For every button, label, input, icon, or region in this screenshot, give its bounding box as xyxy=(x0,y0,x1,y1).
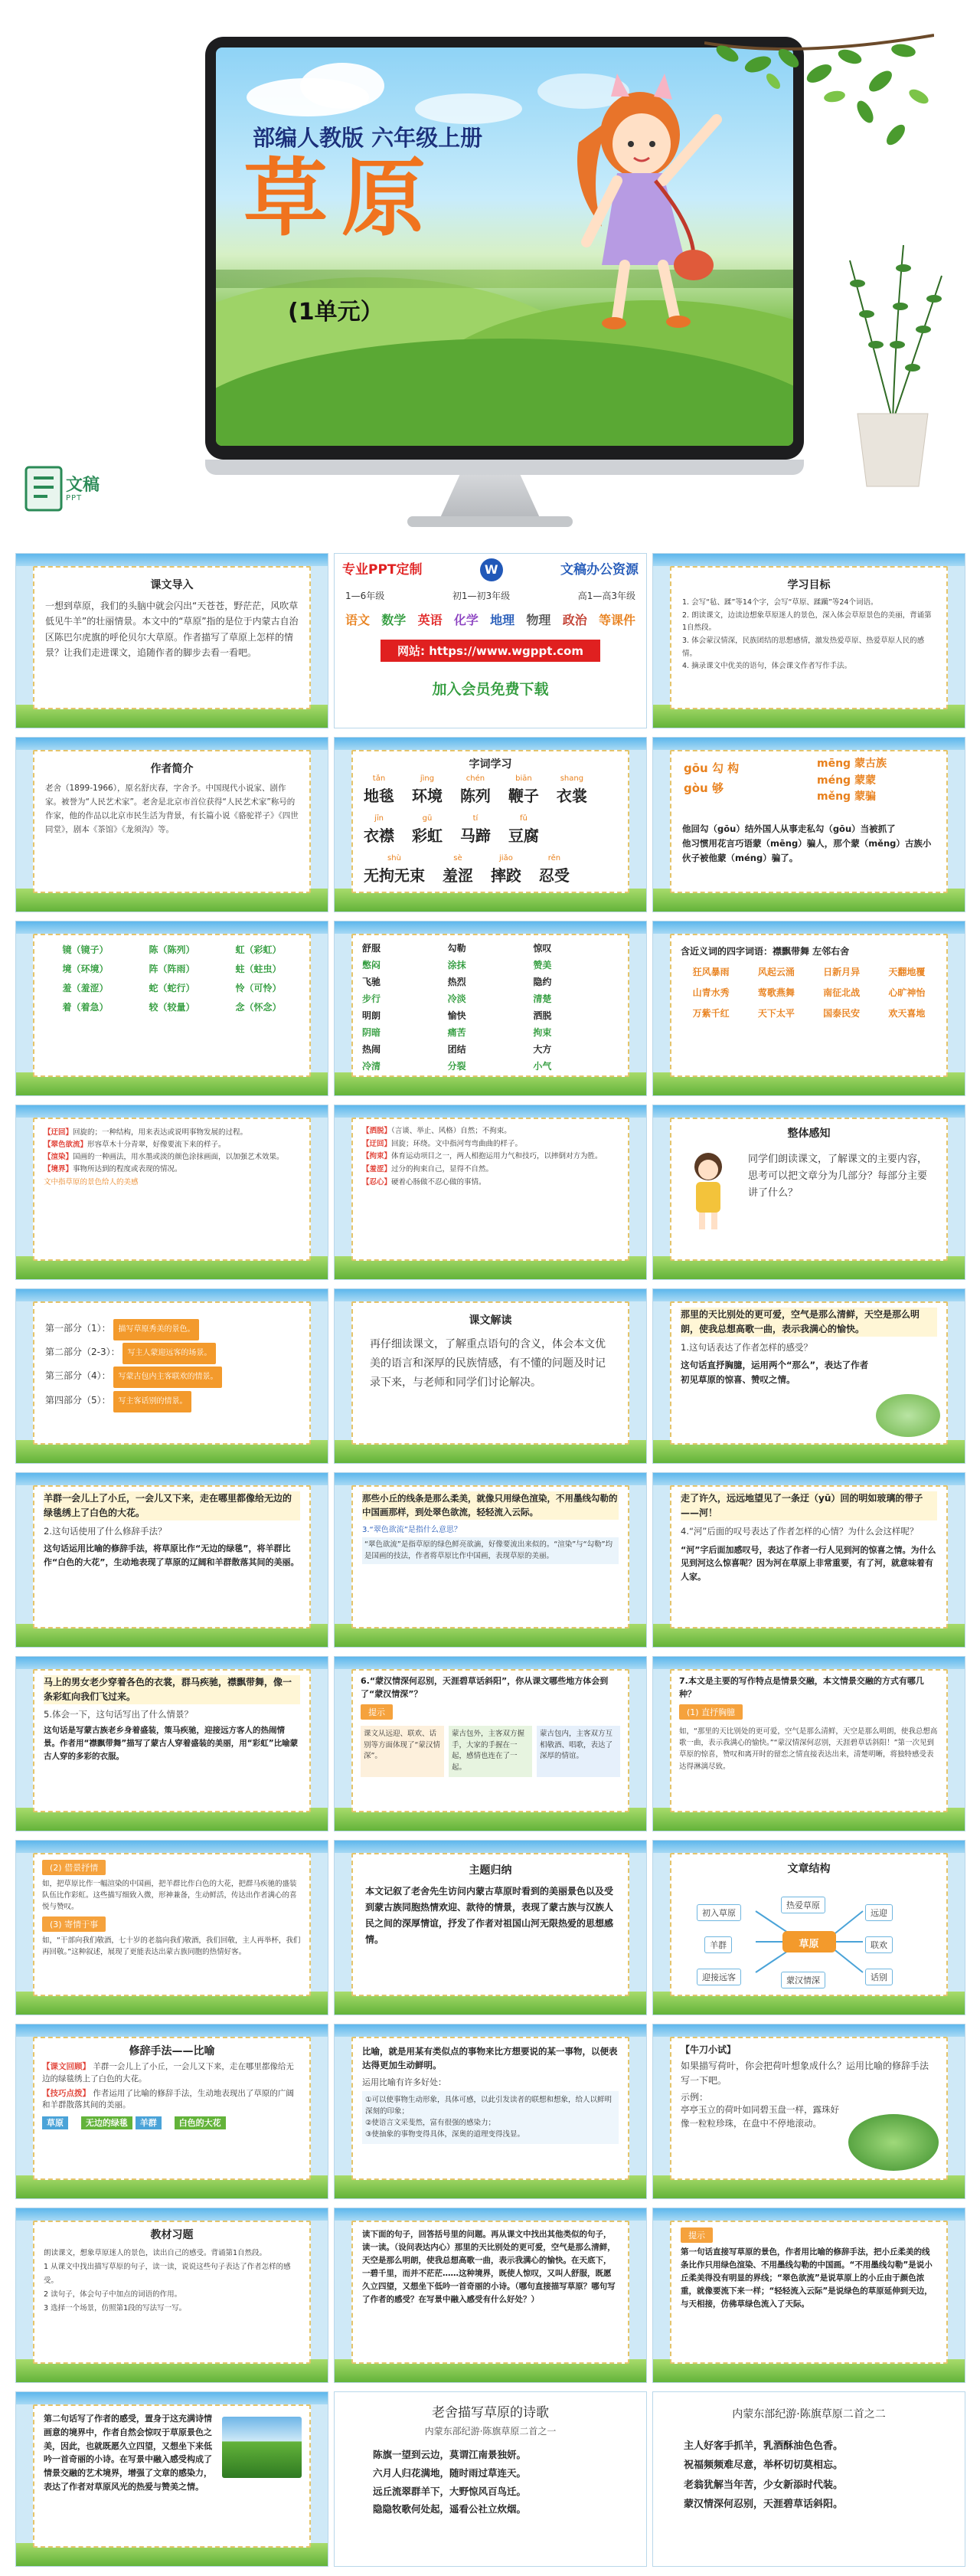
method-badge: (3) 寄情于事 xyxy=(42,1916,106,1932)
method-text: 如，把草原比作一幅渲染的中国画，把羊群比作白色的大花，把群马疾驰的盛装队伍比作彩虹。这些描写细致入微，形神兼备，生动鲜活，传达出作者满心的喜悦与赞叹。 xyxy=(42,1880,297,1912)
mindmap-node: 羊群 xyxy=(704,1936,732,1953)
cartoon-girl-illustration xyxy=(541,74,747,334)
antonym: 冷淡 xyxy=(447,993,466,1004)
example-text: 亭亭玉立的荷叶如同碧玉盘一样，露珠好像一粒粒珍珠，在盘中不停地滚动。 xyxy=(681,2104,839,2129)
vocab-word: 环境 xyxy=(411,787,443,805)
slide-title: 【牛刀小试】 xyxy=(681,2044,737,2055)
benefit-item: ②使语言文采斐然，富有很强的感染力； xyxy=(365,2119,496,2128)
word: 明朗 xyxy=(362,1010,381,1021)
tip-column: 蒙古包外，主客双方握手，大家的手握在一起，感情也连在了一起。 xyxy=(449,1726,532,1777)
definition: 回旋；环绕。文中指河弯弯曲曲的样子。 xyxy=(391,1139,523,1148)
antonym: 小气 xyxy=(533,1061,552,1072)
poly-item: gòu 够 xyxy=(684,781,724,795)
hero-banner xyxy=(0,0,980,540)
vocab-word: 马蹄 xyxy=(459,826,491,845)
ad-grade: 高1—高3年级 xyxy=(577,591,635,601)
poem-line: 隐隐牧歌何处起，遥看公社立炊烟。 xyxy=(373,2503,527,2515)
question: 1.这句话表达了作者怎样的感受？ xyxy=(681,1342,812,1353)
word: 大方 xyxy=(533,1044,552,1055)
antonym: 赞美 xyxy=(533,960,552,971)
definition: 形容草木十分青翠，好像要流下来的样子。 xyxy=(87,1141,226,1150)
answer: 如，“那里的天比别处的更可爱，空气是那么清鲜，天空是那么明朗，使我总想高歌一曲，表示我满心的愉快。”“蒙汉情深何忍别，天涯碧草话斜阳！”第一次见到草原的惊喜，赞叹和离开时的留恋之情直接表达出来，清楚明晰，将独特感受表达得淋漓尽致。 xyxy=(679,1727,938,1771)
vocab-row: tǎn 地毯 jìng 环境 chén 陈列 biān 鞭子 shang 衣裳 xyxy=(364,774,587,805)
exercise-item: 1 从课文中找出描写草原的句子，读一读，说说这些句子表达了作者怎样的感受。 xyxy=(44,2263,291,2286)
vocab-row: shù 无拘无束 sè 羞涩 jiǎo 摔跤 rěn 忍受 xyxy=(364,854,570,885)
slide-title: 主题归纳 xyxy=(469,1864,512,1877)
ad-site-link[interactable]: https://www.wgppt.com xyxy=(429,644,583,658)
idiom: 天翻地覆 xyxy=(888,967,926,977)
word: 飞驰 xyxy=(362,977,381,987)
vocab-word: 衣襟 xyxy=(364,826,394,845)
idiom: 日新月异 xyxy=(823,967,861,977)
slide-title: 教材习题 xyxy=(150,2229,194,2241)
slide-body: 第二句话写了作者的感受，置身于这充满诗情画意的境界中，作者自然会惊叹于草原景色之美，因此，也就既愿久立四望，又想坐下来低吟一首奇丽的小诗。在写景中融入感受构成了情景交融的艺术境界，增强了文章的感染力，表达了作者对草原风光的热爱与赞美之情。 xyxy=(44,2414,212,2493)
poem-line: 老翁犹解当年苦，少女新添时代装。 xyxy=(684,2479,844,2491)
slide-title: 字词学习 xyxy=(469,758,512,771)
word: 热闹 xyxy=(362,1044,381,1055)
ad-subject: 物理 xyxy=(526,613,551,627)
vocab-word: 衣裳 xyxy=(556,787,587,805)
slide-introduction xyxy=(15,553,328,728)
poem-line: 祝福频频难尽意，举杯切切莫相忘。 xyxy=(684,2460,844,2472)
mindmap-node: 蒙汉情深 xyxy=(781,1972,825,1988)
question: 3.“翠色欲流”是指什么意思？ xyxy=(362,1525,462,1534)
poly-example: 他习惯用花言巧语蒙（mēng）骗人，那个蒙（měng）古族小伙子被他蒙（méng）骗了。 xyxy=(682,837,932,863)
ad-subject: 英语 xyxy=(417,613,443,627)
tip-badge: 提示 xyxy=(681,2227,713,2243)
slide-title: 作者简介 xyxy=(150,763,194,775)
slide-author xyxy=(15,737,328,912)
definition: 比喻，就是用某有类似点的事物来比方想要说的某一事物，以便表达得更加生动鲜明。 xyxy=(362,2046,618,2071)
ad-site-label: 网站: xyxy=(397,644,426,658)
poem-line: 六月人归花满地，随时雨过草连天。 xyxy=(373,2466,527,2479)
question: 5.体会一下，这句话写出了什么情景？ xyxy=(44,1709,193,1720)
idiom: 万紫千红 xyxy=(692,1008,730,1019)
quote: 那些小丘的线条是那么柔美，就像只用绿色渲染，不用墨线勾勒的中国画那样，到处翠色欲流，轻轻流入云际。 xyxy=(362,1491,619,1520)
char-pair: 着（着急） xyxy=(62,1002,109,1013)
idiom: 风起云涌 xyxy=(757,967,795,977)
slide-structure-parts: 第一部分（1）： 描写草原秀美的景色。 第二部分（2-3）： 写主人蒙迎远客的场景。 第三部分（4）： 写蒙古包内主客联欢的情景。 第四部分（5）： 写主客话别的情景。 xyxy=(15,1288,328,1464)
quote: 羊群一会儿上了小丘，一会儿又下来，走在哪里都像给无边的绿毯绣上了白色的大花。 xyxy=(44,1491,300,1520)
slide-interpretation xyxy=(334,1288,647,1464)
vocab-word: 忍受 xyxy=(538,866,570,885)
slide-ad xyxy=(334,553,647,728)
slide-question-6 xyxy=(334,1656,647,1831)
slide-reading-question xyxy=(334,2208,647,2383)
vocab-word: 陈列 xyxy=(459,787,491,805)
slide-question-2 xyxy=(15,1472,328,1648)
slide-reading-tip xyxy=(652,2208,965,2383)
grassland-photo xyxy=(222,2417,302,2478)
question: 4.“河”后面的叹号表达了作者怎样的心情？为什么会这样呢？ xyxy=(681,1526,919,1537)
char-pair: 蛇（蛇行） xyxy=(149,983,195,993)
mindmap-node: 热爱草原 xyxy=(781,1897,825,1913)
potted-plant-decoration xyxy=(827,230,957,490)
answer: “河”字后面加感叹号，表达了作者一行人见到河的惊喜之情。为什么见到河这么惊喜呢？因为河在草原上非常重要，有了河，就意味着有人家。 xyxy=(681,1544,936,1582)
idiom: 狂风暴雨 xyxy=(692,967,730,977)
slide-practice xyxy=(652,2024,965,2199)
slide-poem-1 xyxy=(334,2391,647,2567)
lotus-leaf-image xyxy=(848,2114,939,2171)
question: 如果描写荷叶，你会把荷叶想象成什么？运用比喻的修辞手法写一下吧。 xyxy=(681,2060,929,2086)
slide-article-structure xyxy=(652,1840,965,2015)
answer: “翠色欲流”是指草原的绿色鲜亮欲滴，好像要流出来似的。“渲染”与“勾勒”均是国画的技法，作者将草原比作中国画，表现草原的美丽。 xyxy=(362,1537,619,1564)
idiom: 莺歌燕舞 xyxy=(757,987,795,998)
definition: 硬着心肠做不忍心做的事情。 xyxy=(391,1177,486,1187)
slide-question-3 xyxy=(334,1472,647,1648)
char-pair: 镜（镜子） xyxy=(62,944,109,955)
exercise-item: 2 读句子，体会句子中加点的词语的作用。 xyxy=(44,2290,182,2299)
char-pair: 虹（彩虹） xyxy=(235,944,282,955)
method-badge: (2) 借景抒情 xyxy=(42,1860,106,1875)
slide-body: 同学们朗读课文，了解课文的主要内容，思考可以把文章分为几部分？每部分主要讲了什么？ xyxy=(748,1154,928,1200)
slide-feelings xyxy=(15,2391,328,2567)
chain-item: 羊群 xyxy=(136,2116,162,2129)
slide-metaphor: 修辞手法——比喻 【课文回顾】 羊群一会儿上了小丘，一会儿又下来，走在哪里都像给无边的绿毯绣上了白色的大花。 【技巧点拨】 作者运用了比喻的修辞手法，生动地表现出了草原的广阔和羊群散落其间的美丽。 草原 → 无边的绿毯 羊群 → 白色的大花 xyxy=(15,2024,328,2199)
vocab-word: 彩虹 xyxy=(411,826,443,845)
ad-brand2: 文稿办公资源 xyxy=(560,562,639,578)
slide-title: 课文导入 xyxy=(150,579,194,591)
ad-subject: 地理 xyxy=(490,613,515,627)
slide-poem-2 xyxy=(652,2391,965,2567)
slide-title: 课文解读 xyxy=(469,1314,512,1327)
goal-item: 2. 朗读课文，边读边想象草原迷人的景色，深入体会草原景色的美丽，背诵第1自然段。 xyxy=(682,610,932,633)
mindmap-node: 迎接远客 xyxy=(697,1969,741,1985)
mindmap-node: 话别 xyxy=(865,1969,893,1985)
slide-title: 整体感知 xyxy=(787,1128,831,1140)
char-pair: 境（环境） xyxy=(62,964,109,974)
char-pair: 怜（可怜） xyxy=(235,983,282,993)
slide-body: 再仔细读课文，了解重点语句的含义，体会本文优美的语言和深厚的民族情感，有不懂的问题及时记录下来，与老师和同学们讨论解决。 xyxy=(370,1338,606,1389)
antonym: 分裂 xyxy=(447,1061,466,1072)
antonym: 拘束 xyxy=(533,1027,552,1038)
slide-question-1 xyxy=(652,1288,965,1464)
part-summary: 描写草原秀美的景色。 xyxy=(113,1319,199,1340)
poem-line: 远丘流翠群羊下，大野惊风百鸟迁。 xyxy=(373,2485,527,2497)
vocab-word: 摔跤 xyxy=(490,866,521,885)
vocab-row: jīn 衣襟 gū 彩虹 tí 马蹄 fǔ 豆腐 xyxy=(364,814,539,845)
definition: 体育运动项目之一，两人相抱运用力气和技巧，以摔倒对方为胜。 xyxy=(391,1152,603,1161)
idiom: 南征北战 xyxy=(823,987,861,998)
word: 惊叹 xyxy=(533,943,552,954)
exercise-item: 朗读课文，想象草原迷人的景色，读出自己的感受。背诵第1自然段。 xyxy=(44,2249,267,2257)
vocab-word: 豆腐 xyxy=(508,826,539,845)
answer: 这句话直抒胸臆，运用两个“那么”，表达了作者初见草原的惊喜、赞叹之情。 xyxy=(681,1360,869,1385)
example-label: 示例： xyxy=(681,2092,709,2103)
slide-word-meaning-1: 【迂回】回旋的；一种结构，用来表达或说明事物发展的过程。 【翠色欲流】形容草木十分青翠，好像要流下来的样子。 【渲染】国画的一种画法，用水墨或淡的颜色涂抹画面，以加强艺术效果。 【境界】事物所达到的程度或表现的情况。 文中指草原的景色给人的美感 xyxy=(15,1105,328,1280)
definition-note: 文中指草原的景色给人的美感 xyxy=(44,1177,139,1187)
poly-example: 他回勾（gōu）结外国人从事走私勾（gōu）当被抓了 xyxy=(682,823,896,834)
word: 愉快 xyxy=(447,1010,466,1021)
slide-similar-chars xyxy=(15,921,328,1096)
idiom: 山青水秀 xyxy=(692,987,730,998)
slide-word-meaning-2: 【洒脱】（言谈、举止、风格）自然；不拘束。 【迂回】回旋；环绕。文中指河弯弯曲曲的样子。 【拘束】体育运动项目之一，两人相抱运用力气和技巧，以摔倒对方为胜。 【羞涩】过分的拘束自己，显得不自然。 【忍心】硬着心肠做不忍心做的事情。 xyxy=(334,1105,647,1280)
tip-column: 课文从远迎、联欢、话别等方面体现了“蒙汉情深”。 xyxy=(361,1726,444,1777)
definition: （言谈、举止、风格）自然；不拘束。 xyxy=(391,1127,511,1135)
tip-badge: 提示 xyxy=(361,1704,393,1720)
mindmap-node: 远迎 xyxy=(865,1904,893,1921)
slide-vocab xyxy=(334,737,647,912)
slide-goals xyxy=(652,553,965,728)
part-summary: 写蒙古包内主客联欢的情景。 xyxy=(113,1367,222,1388)
antonym: 痛苦 xyxy=(447,1027,466,1038)
hero-subtitle: 部编人教版 六年级上册 xyxy=(253,125,483,151)
char-pair: 羞（羞涩） xyxy=(62,983,109,993)
benefit-item: ①可以使事物生动形象，具体可感，以此引发读者的联想和想象，给人以鲜明深刻的印象； xyxy=(365,2095,612,2116)
antonym: 冷清 xyxy=(362,1061,381,1072)
poly-item: méng 蒙蒙 xyxy=(817,774,876,787)
definition: 国画的一种画法，用水墨或淡的颜色涂抹画面，以加强艺术效果。 xyxy=(73,1153,284,1162)
poem-line: 陈旗一望到云边，莫谓江南景独妍。 xyxy=(373,2449,527,2460)
slide-body: 本文记叙了老舍先生访问内蒙古草原时看到的美丽景色以及受到蒙古族同胞热情欢迎、款待的情景，表现了蒙古族与汉族人民之间的深厚情谊，抒发了作者对祖国山河无限热爱的思想感情。 xyxy=(365,1886,614,1945)
part-summary: 写主人蒙迎远客的场景。 xyxy=(122,1343,216,1364)
answer: 这句话是写蒙古族老乡身着盛装，策马疾驰，迎接远方客人的热闹情景。作者用“襟飘带舞”描写了蒙古人穿着盛装的美丽，用“彩虹”比喻蒙古人穿的多彩的衣服。 xyxy=(44,1726,299,1761)
slide-question-7 xyxy=(652,1656,965,1831)
goal-item: 4. 摘录课文中优美的语句，体会课文作者写作手法。 xyxy=(682,662,852,671)
word: 洒脱 xyxy=(533,1010,552,1021)
word: 团结 xyxy=(447,1044,466,1055)
poem-line: 蒙汉情深何忍别，天涯碧草话斜阳。 xyxy=(684,2499,844,2511)
idiom: 天下太平 xyxy=(757,1008,795,1019)
vocab-word: 羞涩 xyxy=(442,866,473,885)
slide-methods xyxy=(15,1840,328,2015)
benefit-item: ③使抽象的事物变得具体，深奥的道理变得浅显。 xyxy=(365,2130,525,2139)
method-badge: (1) 直抒胸臆 xyxy=(679,1704,743,1720)
goal-item: 1. 会写“毡、蹂”等14个字，会写“草原、蹂躏”等24个词语。 xyxy=(682,598,878,607)
slide-title: 文章结构 xyxy=(787,1863,831,1875)
poem-line: 主人好客手抓羊，乳酒酥油色色香。 xyxy=(684,2440,844,2452)
word: 舒服 xyxy=(362,943,381,954)
definition: 回旋的；一种结构，用来表达或说明事物发展的过程。 xyxy=(73,1128,248,1137)
ad-subject: 数学 xyxy=(381,613,407,627)
word: 隐约 xyxy=(533,977,552,987)
char-pair: 较（较量） xyxy=(149,1002,195,1013)
poly-item: měng 蒙骗 xyxy=(817,790,876,804)
definition-sub: 运用比喻有许多好处： xyxy=(362,2077,446,2087)
vocab-word: 鞭子 xyxy=(508,787,539,805)
char-pair: 陈（陈列） xyxy=(149,944,195,955)
slide-overview xyxy=(652,1105,965,1280)
slide-title: 学习目标 xyxy=(787,579,831,591)
slide-body: 读下面的句子，回答括号里的问题。再从课文中找出其他类似的句子，读一读。（设问表达内心）那里的天比别处的更可爱，空气是那么清鲜，天空是那么明朗，使我总想高歌一曲，表示我满心的愉快。在天底下，一碧千里，而并不茫茫……这种境界，既使人惊叹，又叫人舒服，既愿久立四望，又想坐下低吟一首奇丽的小诗。（哪句直接描写草原？哪句写了作者的感受？在写景中融入感受有什么好处？） xyxy=(362,2230,616,2304)
antonym: 阴暗 xyxy=(362,1027,381,1038)
slide-textbook-exercises xyxy=(15,2208,328,2383)
slide-body: 老舍（1899-1966），原名舒庆春，字舍予。中国现代小说家、剧作家。被誉为“人民艺术家”。老舍是北京市首位获得“人民艺术家”称号的作家，他的作品以北京市民生活为背景，有长篇小说《骆驼祥子》《四世同堂》，剧本《茶馆》《龙须沟》等。 xyxy=(45,784,299,834)
question: 7.本文是主要的写作特点是情景交融，本文情景交融的方式有哪几种？ xyxy=(679,1676,924,1699)
quote: 走了许久，远远地望见了一条迂（yū）回的明如玻璃的带子——河！ xyxy=(681,1491,937,1520)
hero-title: 草原 xyxy=(243,149,439,247)
word: 热烈 xyxy=(447,977,466,987)
slide-question-4 xyxy=(652,1472,965,1648)
quote: 羊群一会儿上了小丘，一会儿又下来，走在哪里都像给无边的绿毯绣上了白色的大花。 xyxy=(42,2062,294,2083)
idiom: 国泰民安 xyxy=(823,1008,861,1019)
vocab-word: 无拘无束 xyxy=(364,866,425,885)
idiom: 欢天喜地 xyxy=(888,1008,926,1019)
ad-subject: 等课件 xyxy=(598,613,635,627)
chain-item: 白色的大花 xyxy=(175,2116,226,2129)
slide-title: 含近义词的四字词语：襟飘带舞 左邻右舍 xyxy=(681,946,850,957)
slide-idioms xyxy=(652,921,965,1096)
mindmap-node: 初入草原 xyxy=(697,1904,741,1921)
poem-subtitle: 内蒙东部纪游·陈旗草原二首之一 xyxy=(424,2426,557,2437)
poly-item: mēng 蒙古族 xyxy=(817,758,887,770)
definition: 过分的拘束自己，显得不自然。 xyxy=(391,1164,494,1173)
slide-title: 老舍描写草原的诗歌 xyxy=(432,2405,549,2421)
ad-brand: 专业PPT定制 xyxy=(342,562,423,578)
ad-grade: 初1—初3年级 xyxy=(452,591,511,601)
exercise-item: 3 选择一个场景，仿照第1段的写法写一写。 xyxy=(44,2304,187,2313)
tip-text: 作者运用了比喻的修辞手法，生动地表现出了草原的广阔和羊群散落其间的美丽。 xyxy=(42,2088,294,2110)
leaf-illustration xyxy=(876,1394,940,1437)
slide-question-5 xyxy=(15,1656,328,1831)
char-pair: 念（怀念） xyxy=(235,1002,282,1013)
method-text: 如，“干部向我们敬酒，七十岁的老翁向我们敬酒，我们回敬，主人再举杯，我们再回敬。”这种叙述，展现了更能表达出蒙古族同胞的热情好客。 xyxy=(42,1936,301,1956)
idiom: 心旷神怡 xyxy=(888,987,926,998)
char-pair: 蛀（蛀虫） xyxy=(235,964,282,974)
ad-subject: 语文 xyxy=(345,613,371,627)
question: 2.这句话使用了什么修辞手法？ xyxy=(44,1526,167,1537)
definition: 事物所达到的程度或表现的情况。 xyxy=(73,1165,182,1174)
antonym: 步行 xyxy=(362,993,381,1004)
quote: 那里的天比别处的更可爱，空气是那么清鲜，天空是那么明朗，使我总想高歌一曲，表示我满心的愉快。 xyxy=(681,1308,937,1337)
slide-title: 修辞手法——比喻 xyxy=(129,2045,215,2057)
ad-subject: 政治 xyxy=(562,613,587,627)
char-pair: 阵（阵雨） xyxy=(149,964,195,974)
antonym: 清楚 xyxy=(533,993,552,1004)
vocab-word: 地毯 xyxy=(364,787,394,805)
slide-body: 第一句话直接写草原的景色，作者用比喻的修辞手法，把小丘柔美的线条比作只用绿色渲染、不用墨线勾勒的中国画。“不用墨线勾勒”是说小丘柔美得没有明显的界线；“翠色欲流”是说草原上的小丘由于颜色浓重，就像要流下来一样；“轻轻流入云际”是说绿色的草原延伸到天边，与天相接，仿佛草绿色流入了天际。 xyxy=(681,2247,933,2309)
mindmap-center: 草原 xyxy=(799,1939,819,1950)
chain-item: 草原 xyxy=(42,2116,68,2129)
tip-column: 蒙古包内，主客双方互相敬酒、唱歌，表达了深厚的情谊。 xyxy=(537,1726,620,1777)
slide-title: 内蒙东部纪游·陈旗草原二首之二 xyxy=(732,2408,886,2421)
question: 6.“蒙汉情深何忍别，天涯碧草话斜阳”，你从课文哪些地方体会到了“蒙汉情深”？ xyxy=(361,1676,609,1699)
slide-polyphone xyxy=(652,737,965,912)
student-illustration xyxy=(685,1150,731,1234)
mindmap-node: 联欢 xyxy=(865,1936,893,1953)
answer: 这句话运用比喻的修辞手法，将草原比作“无边的绿毯”，将羊群比作“白色的大花”，生动地表现了草原的辽阔和羊群散落其间的美丽。 xyxy=(44,1543,299,1567)
slide-theme xyxy=(334,1840,647,2015)
ad-join[interactable]: 加入会员免费下载 xyxy=(432,681,549,698)
ad-grade: 1—6年级 xyxy=(345,591,385,601)
ad-logo-icon: W xyxy=(480,558,503,581)
slide-metaphor-definition xyxy=(334,2024,647,2199)
quote: 马上的男女老少穿着各色的衣裳，群马疾驰，襟飘带舞，像一条彩虹向我们飞过来。 xyxy=(44,1675,300,1704)
antonym: 涂抹 xyxy=(447,960,466,971)
ad-subject: 化学 xyxy=(453,613,479,627)
slide-antonyms xyxy=(334,921,647,1096)
goal-item: 3. 体会蒙汉情深，民族团结的思想感情，激发热爱草原、热爱草原人民的感情。 xyxy=(682,636,925,658)
slide-body: 一想到草原，我们的头脑中就会闪出“天苍苍，野茫茫，风吹草低见牛羊”的壮丽情景。本文中的“草原”指的是位于内蒙古自治区陈巴尔虎旗的呼伦贝尔大草原。作者描写了草原上怎样的情景？让我们走进课文，追随作者的脚步去看一看吧。 xyxy=(45,601,299,659)
poly-item: gōu 勾 构 xyxy=(684,761,740,775)
part-summary: 写主客话别的情景。 xyxy=(113,1391,191,1412)
word: 勾勒 xyxy=(447,943,466,954)
antonym: 憋闷 xyxy=(362,960,381,971)
logo-sub: PPT xyxy=(66,494,83,502)
hero-unit: (1单元） xyxy=(288,299,384,326)
logo-text: 文稿 xyxy=(66,476,100,495)
chain-item: 无边的绿毯 xyxy=(81,2116,132,2129)
